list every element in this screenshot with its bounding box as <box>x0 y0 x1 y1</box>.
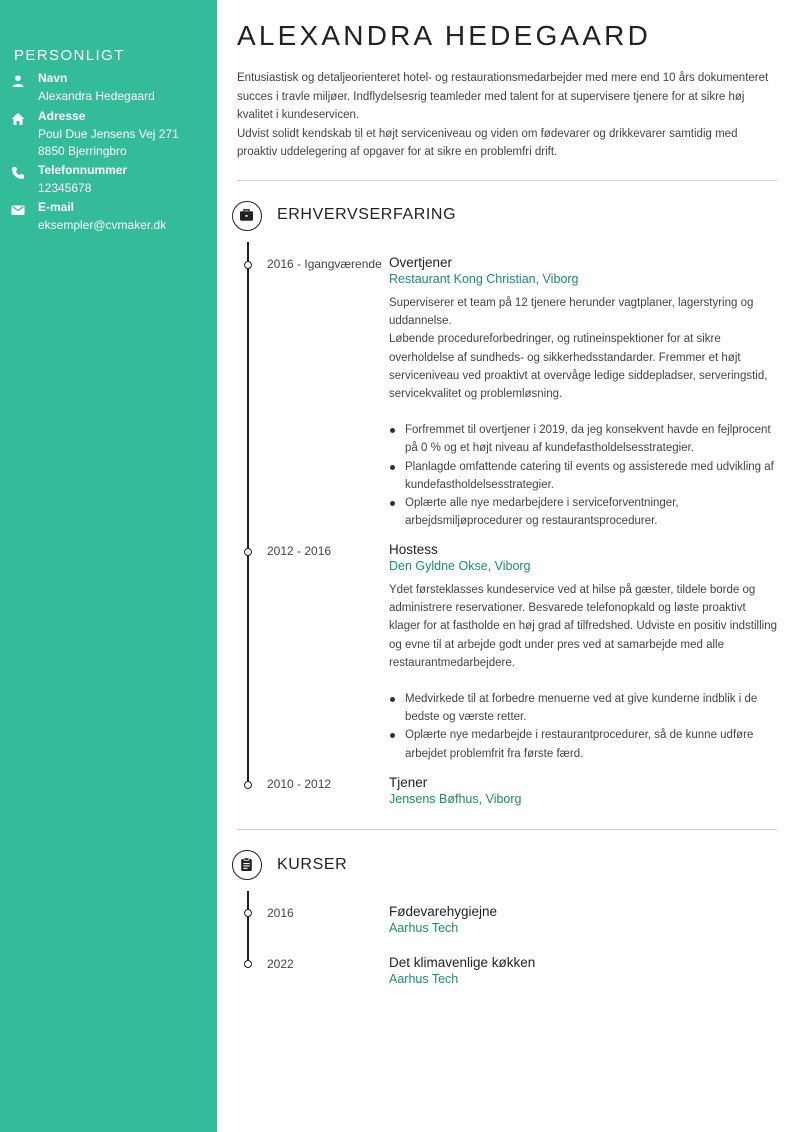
experience-entry <box>389 774 779 808</box>
timeline-dot <box>244 261 252 269</box>
employer: Jensens Bøfhus, Viborg <box>389 792 522 806</box>
divider <box>237 180 777 181</box>
course-title: Det klimavenlige køkken <box>389 955 536 970</box>
sidebar-value-address-line2: 8850 Bjerringbro <box>38 144 127 158</box>
job-title: Hostess <box>389 542 438 557</box>
experience-entry <box>389 254 779 530</box>
summary-paragraph: Entusiastisk og detaljeorienteret hotel- og restaurationsmedarbejder med mere end 10 års dokumenteret succes i travle miljøer. Indflydelsesrig teamleder med talent for at supervisere tjenere for at sikre høj kvalitet i kundeservicen. <box>237 72 769 121</box>
list-item: Oplærte alle nye medarbejdere i serviceforventninger, arbejdsmiljøprocedurer og restaurantsprocedurer. <box>389 494 779 530</box>
course-entry <box>389 903 779 937</box>
timeline-dot <box>244 781 252 789</box>
section-title-courses: KURSER <box>277 856 348 873</box>
description-paragraph: Superviserer et team på 12 tjenere herunder vagtplaner, lagerstyring og uddannelse. <box>389 297 754 328</box>
timeline-dot <box>244 960 252 968</box>
timeline-dot <box>244 548 252 556</box>
list-item: Forfremmet til overtjener i 2019, da jeg konsekvent havde en fejlprocent på 0 % og et højt niveau af kundefastholdelsesstrategier. <box>389 421 779 457</box>
course-provider: Aarhus Tech <box>389 921 459 935</box>
sidebar <box>0 0 217 1132</box>
course-date: 2022 <box>267 957 294 971</box>
employer: Den Gyldne Okse, Viborg <box>389 559 531 573</box>
list-item: Planlagde omfattende catering til events og assisterede med udvikling af kundefastholdelsesstrategier. <box>389 458 779 494</box>
sidebar-label-name: Navn <box>38 71 68 85</box>
entry-date: 2012 - 2016 <box>267 544 332 558</box>
summary <box>237 69 777 162</box>
achievement-list <box>389 421 779 530</box>
entry-date: 2010 - 2012 <box>267 777 332 791</box>
employer: Restaurant Kong Christian, Viborg <box>389 272 579 286</box>
sidebar-value-name: Alexandra Hedegaard <box>38 89 155 103</box>
job-description <box>389 581 779 672</box>
sidebar-label-phone: Telefonnummer <box>38 163 128 177</box>
timeline-dot <box>244 909 252 917</box>
briefcase-icon <box>232 201 262 231</box>
home-icon <box>11 112 25 126</box>
experience-entry <box>389 541 779 763</box>
clipboard-icon <box>232 850 262 880</box>
section-title-experience: ERHVERVSERFARING <box>277 206 457 223</box>
sidebar-label-email: E-mail <box>38 200 75 214</box>
divider <box>237 829 777 830</box>
summary-paragraph: Udvist solidt kendskab til et højt serviceniveau og viden om fødevarer og drikkevarer samtidig med proaktiv uddelegering af opgaver for at sikre en problemfri drift. <box>237 127 738 158</box>
mail-icon <box>11 203 25 217</box>
sidebar-value-email: eksempler@cvmaker.dk <box>38 218 167 232</box>
entry-date: 2016 - Igangværende <box>267 257 382 271</box>
sidebar-value-address-line1: Poul Due Jensens Vej 271 <box>38 127 179 141</box>
timeline-line <box>247 242 249 786</box>
achievement-list <box>389 690 779 763</box>
phone-icon <box>11 166 25 180</box>
course-date: 2016 <box>267 906 294 920</box>
description-paragraph: Ydet førsteklasses kundeservice ved at hilse på gæster, tildele borde og administrere reservationer. Besvarede telefonopkald og løste proaktivt klager for at fastholde en høj grad af tilfredshed. Udviste en positiv indstilling og evne til at arbejde godt under pres ved at samarbejde med alle restaurantmedarbejdere. <box>389 584 778 669</box>
job-title: Overtjener <box>389 255 453 270</box>
sidebar-value-phone: 12345678 <box>38 181 92 195</box>
job-title: Tjener <box>389 775 428 790</box>
timeline-line <box>247 891 249 964</box>
list-item: Medvirkede til at forbedre menuerne ved at give kunderne indblik i de bedste og værste retter. <box>389 690 779 726</box>
description-paragraph: Løbende procedureforbedringer, og rutineinspektioner for at sikre overholdelse af sundheds- og sikkerhedsstandarder. Fremmer et højt serviceniveau ved proaktivt at overvåge ledige siddepladser, serveringstid, servicekvalitet og problemløsning. <box>389 333 768 401</box>
job-description <box>389 294 779 403</box>
list-item: Oplærte nye medarbejde i restaurantprocedurer, så de kunne udføre arbejdet problemfrit fra første færd. <box>389 726 779 762</box>
sidebar-label-address: Adresse <box>38 109 86 123</box>
page-title: ALEXANDRA HEDEGAARD <box>237 20 652 51</box>
sidebar-title: PERSONLIGT <box>14 47 125 64</box>
course-entry <box>389 954 779 988</box>
person-icon <box>11 74 25 88</box>
course-title: Fødevarehygiejne <box>389 904 498 919</box>
course-provider: Aarhus Tech <box>389 972 459 986</box>
